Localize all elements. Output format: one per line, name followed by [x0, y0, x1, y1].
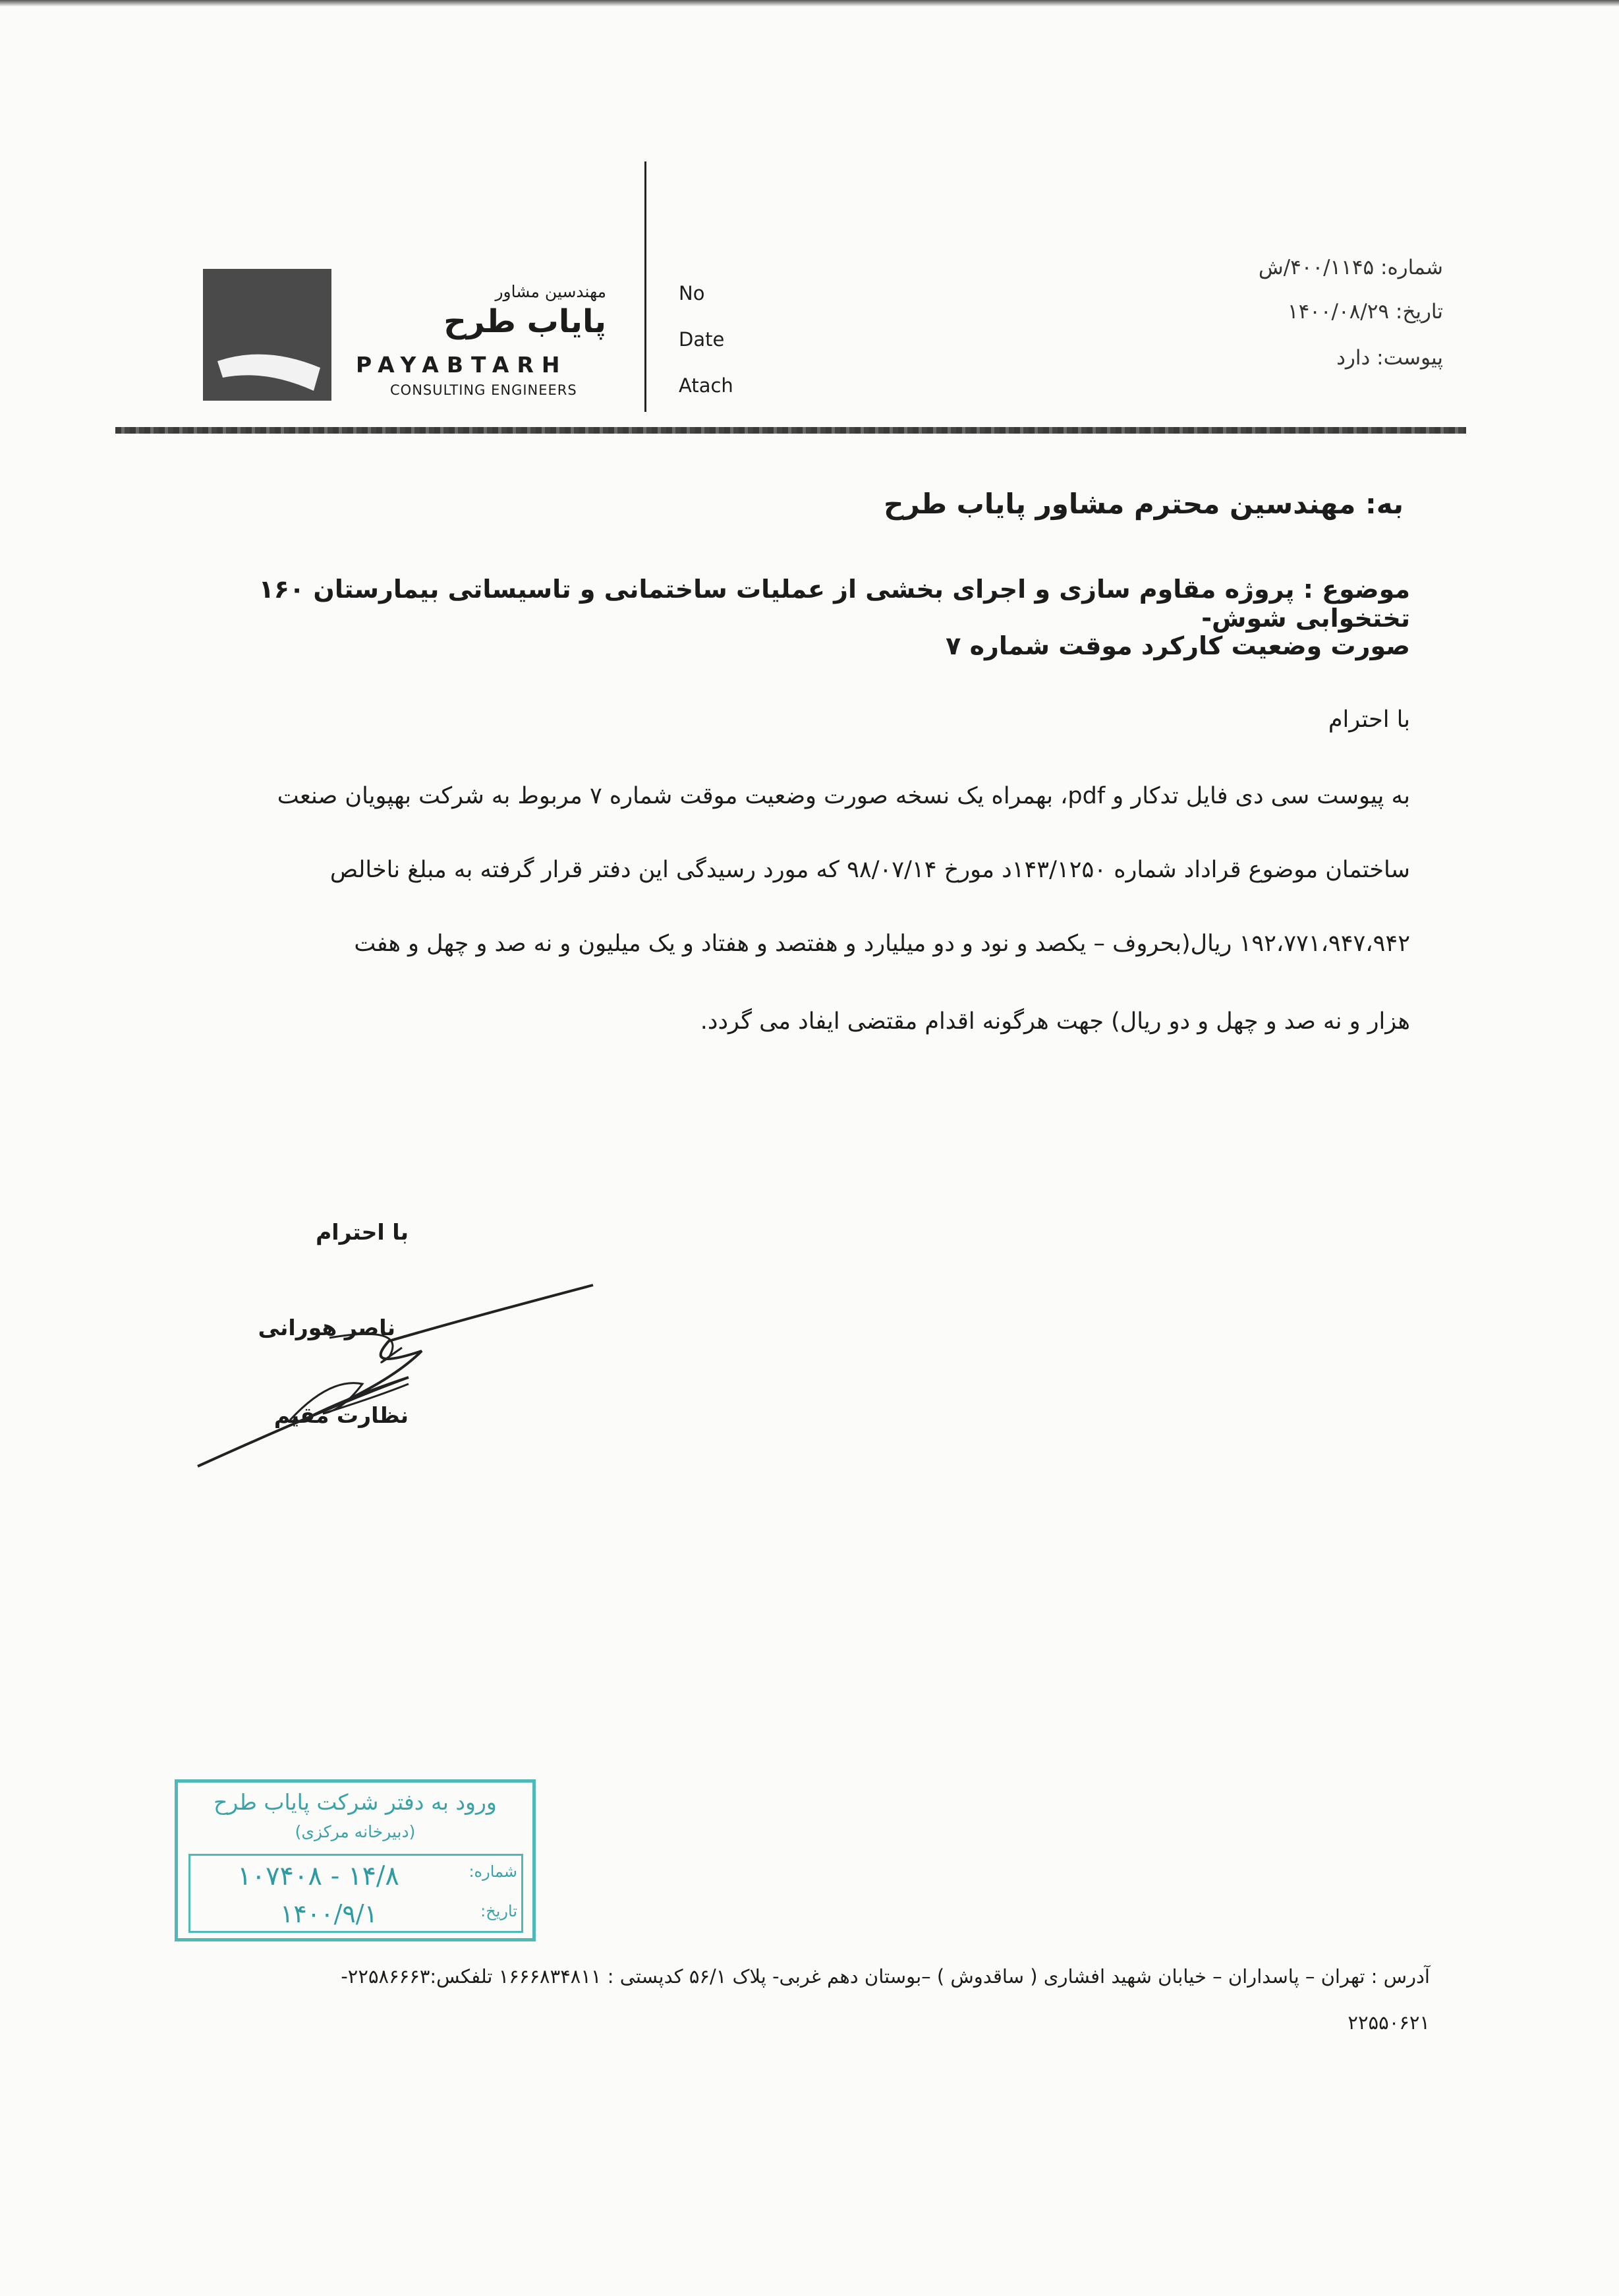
scan-edge — [0, 0, 1619, 7]
stamp-number-value: ۱۴/۸ - ۱۰۷۴۰۸ — [237, 1861, 399, 1891]
stamp-number-label: شماره: — [469, 1862, 517, 1881]
closing: با احترام — [316, 1219, 409, 1245]
logo-persian-name: پایاب طرح — [443, 303, 606, 340]
handwritten-signature — [191, 1278, 613, 1476]
letter-number: شماره: ۴۰۰/۱۱۴۵/ش — [1258, 256, 1443, 279]
stamp-date-label: تاریخ: — [480, 1902, 517, 1920]
label-attachment: Atach — [679, 374, 733, 397]
header-rule — [115, 427, 1466, 434]
recipient: به: مهندسین محترم مشاور پایاب طرح — [884, 488, 1404, 520]
stamp-date-value: ۱۴۰۰/۹/۱ — [279, 1899, 378, 1928]
logo-mark — [203, 269, 331, 401]
body-line-4: هزار و نه صد و چهل و دو ریال) جهت هرگونه اقدام مقتضی ایفاد می گردد. — [700, 1008, 1410, 1035]
label-date: Date — [679, 328, 725, 351]
logo-english-name: PAYABTARH — [356, 352, 568, 378]
body-line-3: ۱۹۲،۷۷۱،۹۴۷،۹۴۲ ریال(بحروف – یکصد و نود و دو میلیارد و هفتصد و هفتاد و یک میلیون و نه صد و چهل و هفت — [354, 931, 1410, 957]
stamp-subtitle: (دبیرخانه مرکزی) — [295, 1822, 416, 1841]
letter-date: تاریخ: ۱۴۰۰/۰۸/۲۹ — [1287, 300, 1443, 324]
label-number: No — [679, 282, 705, 304]
letter-attachment: پیوست: دارد — [1336, 346, 1443, 370]
signer-name: ناصر هورانی — [258, 1315, 395, 1340]
logo-english-subtitle: CONSULTING ENGINEERS — [390, 382, 577, 398]
greeting: با احترام — [1328, 706, 1410, 733]
stamp-title: ورود به دفتر شرکت پایاب طرح — [213, 1789, 497, 1815]
receipt-stamp — [175, 1779, 536, 1941]
subject-line-1: موضوع : پروژه مقاوم سازی و اجرای بخشی از عملیات ساختمانی و تاسیساتی بیمارستان ۱۶۰ تختخوابی شوش- — [258, 575, 1410, 633]
subject-line-2: صورت وضعیت کارکرد موقت شماره ۷ — [946, 631, 1410, 660]
logo-persian-subtitle: مهندسین مشاور — [495, 282, 606, 301]
signer-title: نظارت مقیم — [273, 1402, 409, 1428]
header-divider — [644, 161, 646, 412]
footer-phone: ۲۲۵۵۰۶۲۱ — [1348, 2011, 1430, 2034]
body-line-1: به پیوست سی دی فایل تدکار و pdf، بهمراه یک نسخه صورت وضعیت موقت شماره ۷ مربوط به شرکت بهپویان صنعت — [277, 783, 1410, 809]
footer-address: آدرس : تهران – پاسداران – خیابان شهید افشاری ( ساقدوش ) –بوستان دهم غربی- پلاک ۵۶/۱ کدپستی : ۱۶۶۶۸۳۴۸۱۱ تلفکس:۲۲۵۸۶۶۶۳- — [341, 1965, 1430, 1988]
stamp-fields-box — [188, 1854, 523, 1933]
body-line-2: ساختمان موضوع قراداد شماره ۱۴۳/۱۲۵۰د مورخ ۹۸/۰۷/۱۴ که مورد رسیدگی این دفتر قرار گرفته به مبلغ ناخالص — [329, 857, 1410, 883]
